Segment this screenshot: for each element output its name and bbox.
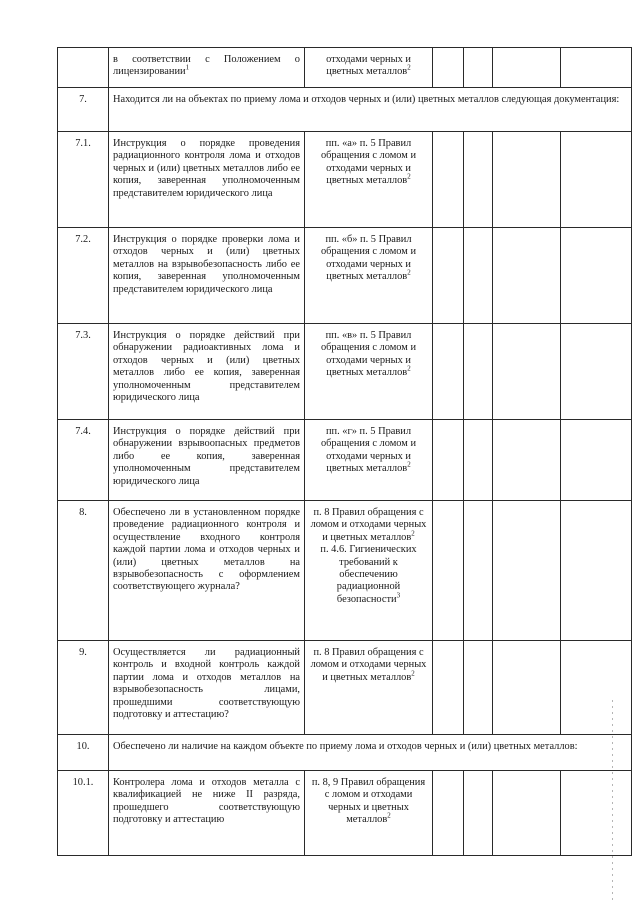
answer-yes-cell[interactable]	[433, 48, 464, 88]
note-cell[interactable]	[561, 324, 632, 420]
footnote-mark: 2	[407, 364, 411, 373]
table-row	[58, 771, 632, 856]
requirement-cell	[109, 324, 305, 420]
reference-cell	[305, 48, 433, 88]
answer-na-cell[interactable]	[493, 48, 561, 88]
reference-cell	[305, 132, 433, 228]
answer-no-cell[interactable]	[464, 132, 493, 228]
requirement-text: Обеспечено ли в установленном порядке проведение радиационного контроля и осуществление входного контроля каждой партии лома и отходов черных и (или) цветных металлов на взрывобезопасность с оформлением соответствующего журнала?	[113, 507, 300, 593]
note-cell[interactable]	[561, 228, 632, 324]
requirement-text: Осуществляется ли радиационный контроль и входной контроль каждой партии лома и отходов металлов на взрывобезопасность лицами, прошедшими соответствующую подготовку и аттестацию?	[113, 647, 300, 721]
reference-cell	[305, 420, 433, 501]
row-number: 10.1.	[58, 771, 109, 856]
table-row	[58, 324, 632, 420]
answer-no-cell[interactable]	[464, 48, 493, 88]
answer-yes-cell[interactable]	[433, 771, 464, 856]
answer-yes-cell[interactable]	[433, 420, 464, 501]
reference-cell	[305, 228, 433, 324]
row-number: 7.4.	[58, 420, 109, 501]
row-number: 7.1.	[58, 132, 109, 228]
footnote-mark: 2	[407, 268, 411, 277]
scan-edge-mark	[612, 700, 613, 900]
requirement-cell	[109, 641, 305, 735]
answer-na-cell[interactable]	[493, 641, 561, 735]
reference-text: п. 8, 9 Правил обращения с ломом и отходами черных и цветных металлов	[311, 777, 426, 826]
requirement-cell	[109, 132, 305, 228]
footnote-mark: 2	[407, 172, 411, 181]
footnote-mark: 1	[185, 63, 190, 72]
note-cell[interactable]	[561, 48, 632, 88]
note-cell[interactable]	[561, 771, 632, 856]
reference-text-2: п. 4.6. Гигиенических требований к обеспечению радиационной безопасности	[320, 544, 417, 605]
reference-cell	[305, 771, 433, 856]
requirement-text: Инструкция о порядке действий при обнаружении радиоактивных лома и отходов черных и (или) цветных металлов либо ее копия, заверенная уполномоченным представителем юридического лица	[113, 330, 300, 404]
table-row	[58, 501, 632, 641]
reference-cell	[305, 641, 433, 735]
table-row	[58, 132, 632, 228]
answer-na-cell[interactable]	[493, 132, 561, 228]
requirement-text: Контролера лома и отходов металла с квалификацией не ниже II разряда, прошедшего соответствующую подготовку и аттестацию	[113, 777, 300, 826]
reference-cell	[305, 324, 433, 420]
table-row	[58, 641, 632, 735]
footnote-mark: 3	[396, 591, 401, 600]
row-number: 7.3.	[58, 324, 109, 420]
table-row	[58, 48, 632, 88]
answer-na-cell[interactable]	[493, 420, 561, 501]
requirement-cell	[109, 771, 305, 856]
requirement-text: Инструкция о порядке действий при обнаружении взрывоопасных предметов либо ее копия, заверенная уполномоченным представителем юридического лица	[113, 426, 300, 487]
answer-yes-cell[interactable]	[433, 641, 464, 735]
answer-no-cell[interactable]	[464, 771, 493, 856]
reference-text: п. 8 Правил обращения с ломом и отходами черных и цветных металлов	[310, 507, 427, 543]
reference-text: пп. «в» п. 5 Правил обращения с ломом и отходами черных и цветных металлов	[320, 330, 417, 379]
answer-no-cell[interactable]	[464, 324, 493, 420]
checklist-table	[57, 47, 632, 856]
answer-na-cell[interactable]	[493, 771, 561, 856]
requirement-text: Инструкция о порядке проведения радиационного контроля лома и отходов черных и (или) цветных металлов либо ее копия, заверенная уполномоченным представителем юридического лица	[113, 138, 300, 199]
note-cell[interactable]	[561, 501, 632, 641]
row-number	[58, 48, 109, 88]
requirement-cell	[109, 501, 305, 641]
answer-no-cell[interactable]	[464, 641, 493, 735]
requirement-cell	[109, 228, 305, 324]
section-row	[58, 88, 632, 132]
requirement-text: в соответствии с Положением о лицензировании	[113, 54, 300, 78]
answer-na-cell[interactable]	[493, 501, 561, 641]
answer-na-cell[interactable]	[493, 324, 561, 420]
reference-text: п. 8 Правил обращения с ломом и отходами черных и цветных металлов	[310, 647, 427, 683]
reference-cell	[305, 501, 433, 641]
section-heading: Находится ли на объектах по приему лома и отходов черных и (или) цветных металлов следующая документация:	[109, 88, 632, 132]
answer-yes-cell[interactable]	[433, 132, 464, 228]
footnote-mark: 2	[387, 811, 391, 820]
footnote-mark: 2	[407, 460, 411, 469]
footnote-mark: 2	[411, 529, 415, 538]
answer-yes-cell[interactable]	[433, 501, 464, 641]
row-number: 9.	[58, 641, 109, 735]
note-cell[interactable]	[561, 641, 632, 735]
requirement-cell	[109, 420, 305, 501]
answer-no-cell[interactable]	[464, 228, 493, 324]
row-number: 8.	[58, 501, 109, 641]
footnote-mark: 2	[407, 63, 411, 72]
reference-text: отходами черных и цветных металлов	[326, 54, 411, 78]
note-cell[interactable]	[561, 132, 632, 228]
section-heading: Обеспечено ли наличие на каждом объекте по приему лома и отходов черных и (или) цветных металлов:	[109, 735, 632, 771]
section-row	[58, 735, 632, 771]
reference-text: пп. «б» п. 5 Правил обращения с ломом и отходами черных и цветных металлов	[320, 234, 417, 283]
answer-na-cell[interactable]	[493, 228, 561, 324]
note-cell[interactable]	[561, 420, 632, 501]
requirement-text: Инструкция о порядке проверки лома и отходов черных и (или) цветных металлов на взрывобезопасность либо ее копия, заверенная уполномоченным представителем юридического лица	[113, 234, 300, 295]
row-number: 7.2.	[58, 228, 109, 324]
table-row	[58, 420, 632, 501]
row-number: 7.	[58, 88, 109, 132]
answer-no-cell[interactable]	[464, 501, 493, 641]
reference-text: пп. «г» п. 5 Правил обращения с ломом и отходами черных и цветных металлов	[320, 426, 417, 475]
footnote-mark: 2	[411, 669, 415, 678]
requirement-cell	[109, 48, 305, 88]
table-row	[58, 228, 632, 324]
answer-yes-cell[interactable]	[433, 324, 464, 420]
answer-no-cell[interactable]	[464, 420, 493, 501]
reference-text: пп. «а» п. 5 Правил обращения с ломом и отходами черных и цветных металлов	[320, 138, 417, 187]
answer-yes-cell[interactable]	[433, 228, 464, 324]
row-number: 10.	[58, 735, 109, 771]
